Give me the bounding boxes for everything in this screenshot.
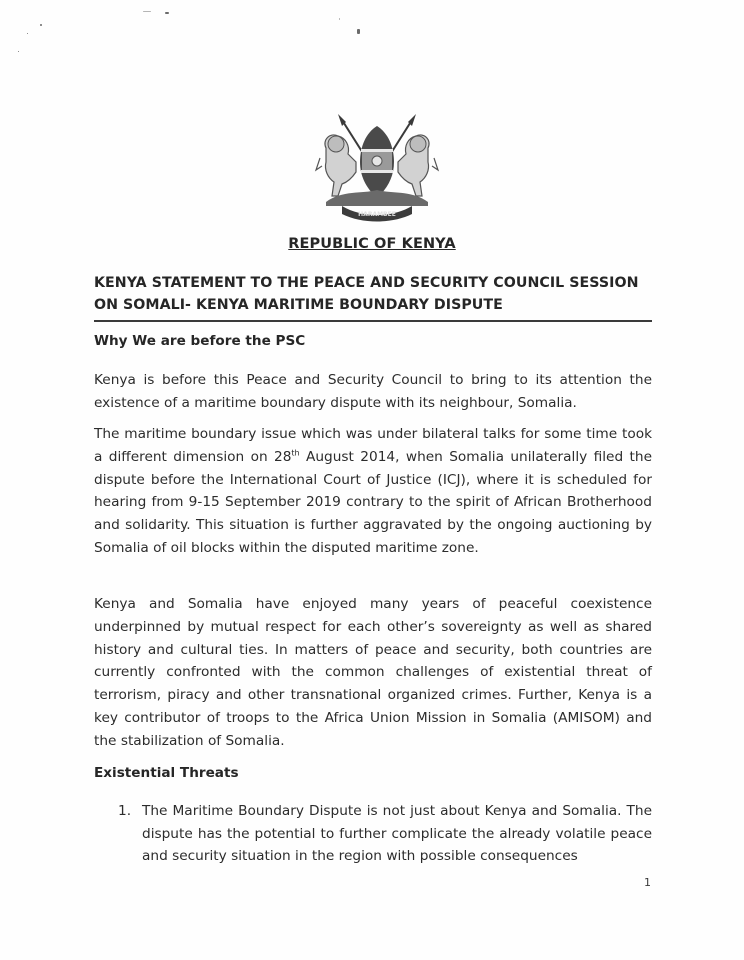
paragraph-maritime-issue bbox=[94, 423, 652, 560]
scan-speck bbox=[339, 18, 340, 20]
title-divider bbox=[94, 320, 652, 322]
scan-speck bbox=[143, 11, 151, 12]
document-title bbox=[94, 272, 654, 316]
scan-speck bbox=[27, 33, 28, 34]
list-item-number: 1. bbox=[118, 803, 132, 819]
scan-speck bbox=[357, 29, 360, 34]
ordinal-suffix: th bbox=[291, 448, 300, 458]
svg-text:HARAMBEE: HARAMBEE bbox=[358, 211, 396, 218]
paragraph-text: August 2014, when Somalia unilaterally filed the dispute before the International Court of Justice (ICJ), where it is scheduled for hearing from 9-15 September 2019 contrary to the spirit of African Brotherhood and solidarity. This situation is further aggravated by the ongoing auctioning by Somalia of oil blocks within the disputed maritime zone. bbox=[94, 448, 652, 556]
list-item bbox=[118, 800, 652, 868]
scan-speck bbox=[18, 51, 19, 52]
document-title-line-2: ON SOMALI- KENYA MARITIME BOUNDARY DISPUTE bbox=[94, 297, 503, 313]
section-heading-why-before-psc: Why We are before the PSC bbox=[94, 333, 306, 349]
scan-speck bbox=[40, 24, 42, 26]
page-number: 1 bbox=[644, 876, 651, 889]
scan-speck bbox=[165, 12, 169, 14]
kenya-coat-of-arms-icon bbox=[312, 110, 442, 222]
numbered-list bbox=[118, 800, 652, 868]
republic-label: REPUBLIC OF KENYA bbox=[288, 236, 456, 252]
section-heading-existential-threats: Existential Threats bbox=[94, 765, 239, 781]
paragraph-relations: Kenya and Somalia have enjoyed many years of peaceful coexistence underpinned by mutual respect for each other’s sovereignty as well as shared history and cultural ties. In matters of peace and security, both countries are currently confronted with the common challenges of existential threat of terrorism, piracy and other transnational organized crimes. Further, Kenya is a key contributor of troops to the Africa Union Mission in Somalia (AMISOM) and the stabilization of Somalia. bbox=[94, 596, 652, 749]
paragraph-text: The maritime boundary issue which was under bilateral talks for some time took a different dimension on 28 bbox=[94, 426, 652, 465]
document-title-line-1: KENYA STATEMENT TO THE PEACE AND SECURITY COUNCIL SESSION bbox=[94, 275, 639, 291]
paragraph-intro: Kenya is before this Peace and Security Council to bring to its attention the existence of a maritime boundary dispute with its neighbour, Somalia. bbox=[94, 372, 652, 411]
list-item-text: The Maritime Boundary Dispute is not just about Kenya and Somalia. The dispute has the potential to further complicate the already volatile peace and security situation in the region with possible consequences bbox=[142, 803, 652, 865]
